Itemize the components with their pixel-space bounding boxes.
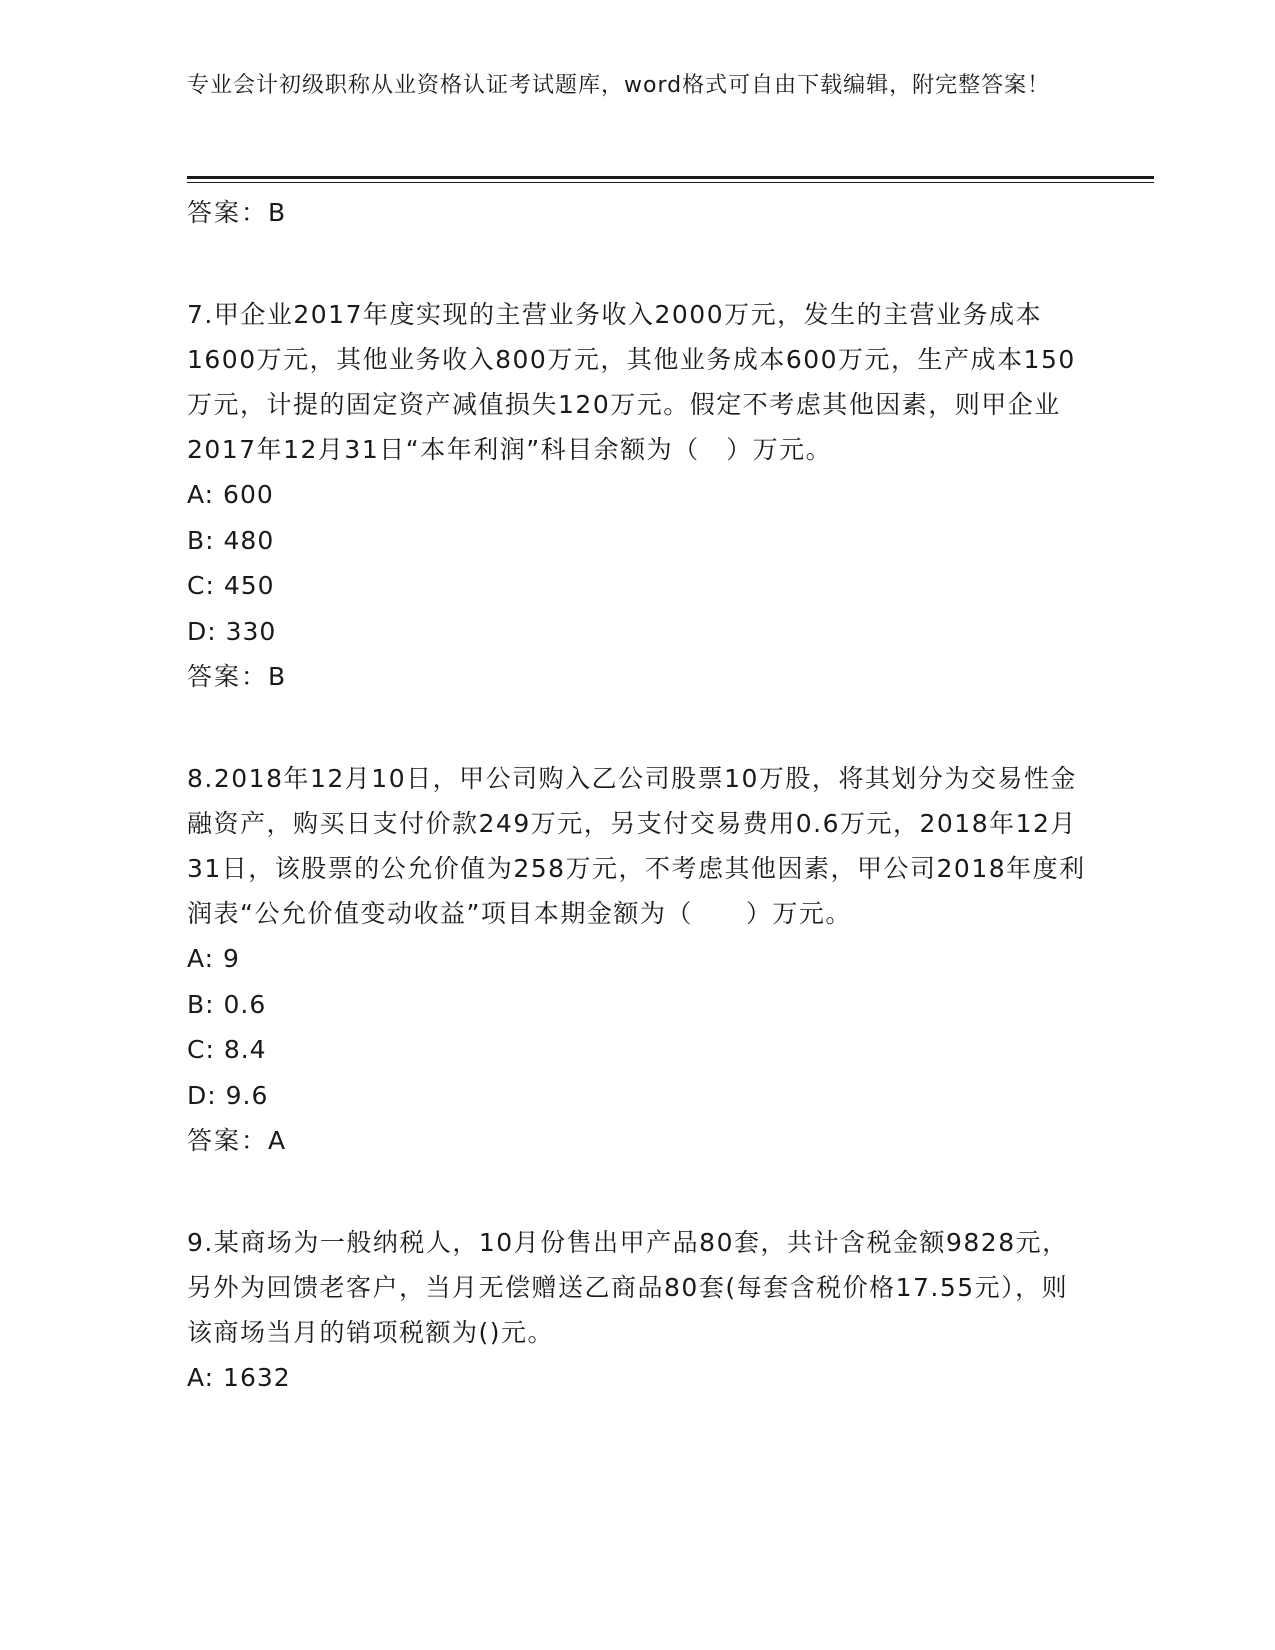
option-d: D: 330 — [187, 616, 277, 646]
question-8 — [187, 756, 1087, 1164]
question-stem: 9.某商场为一般纳税人，10月份售出甲产品80套，共计含税金额9828元，另外为回馈老客户，当月无偿赠送乙商品80套(每套含税价格17.55元），则该商场当月的销项税额为()元。 — [187, 1228, 1069, 1347]
option-a: A: 9 — [187, 944, 240, 973]
option-b: B: 480 — [187, 525, 275, 555]
answer-line: 答案：B — [187, 198, 288, 227]
question-stem: 8.2018年12月10日，甲公司购入乙公司股票10万股，将其划分为交易性金融资产，购买日支付价款249万元，另支付交易费用0.6万元，2018年12月31日，该股票的公允价值为258万元，不考虑其他因素，甲公司2018年度利润表“公允价值变动收益”项目本期金额为（ ）万元。 — [187, 764, 1086, 928]
option-d: D: 9.6 — [187, 1080, 269, 1110]
answer-line: 答案：A — [187, 1126, 288, 1155]
question-7 — [187, 292, 1087, 700]
option-a: A: 1632 — [187, 1363, 291, 1392]
document-header: 专业会计初级职称从业资格认证考试题库，word格式可自由下载编辑，附完整答案！ — [187, 73, 1051, 98]
question-stem: 7.甲企业2017年度实现的主营业务收入2000万元，发生的主营业务成本1600万元，其他业务收入800万元，其他业务成本600万元，生产成本150万元，计提的固定资产减值损失120万元。假定不考虑其他因素，则甲企业2017年12月31日“本年利润”科目余额为（ ）万元。 — [187, 300, 1076, 464]
header-rule-thick — [187, 176, 1154, 179]
option-b: B: 0.6 — [187, 989, 267, 1019]
option-c: C: 8.4 — [187, 1035, 267, 1064]
document-body — [187, 190, 1087, 1401]
option-a: A: 600 — [187, 480, 274, 509]
header-rule-thin — [187, 182, 1154, 183]
question-9 — [187, 1220, 1087, 1401]
option-c: C: 450 — [187, 571, 275, 600]
answer-line: 答案：B — [187, 662, 288, 691]
